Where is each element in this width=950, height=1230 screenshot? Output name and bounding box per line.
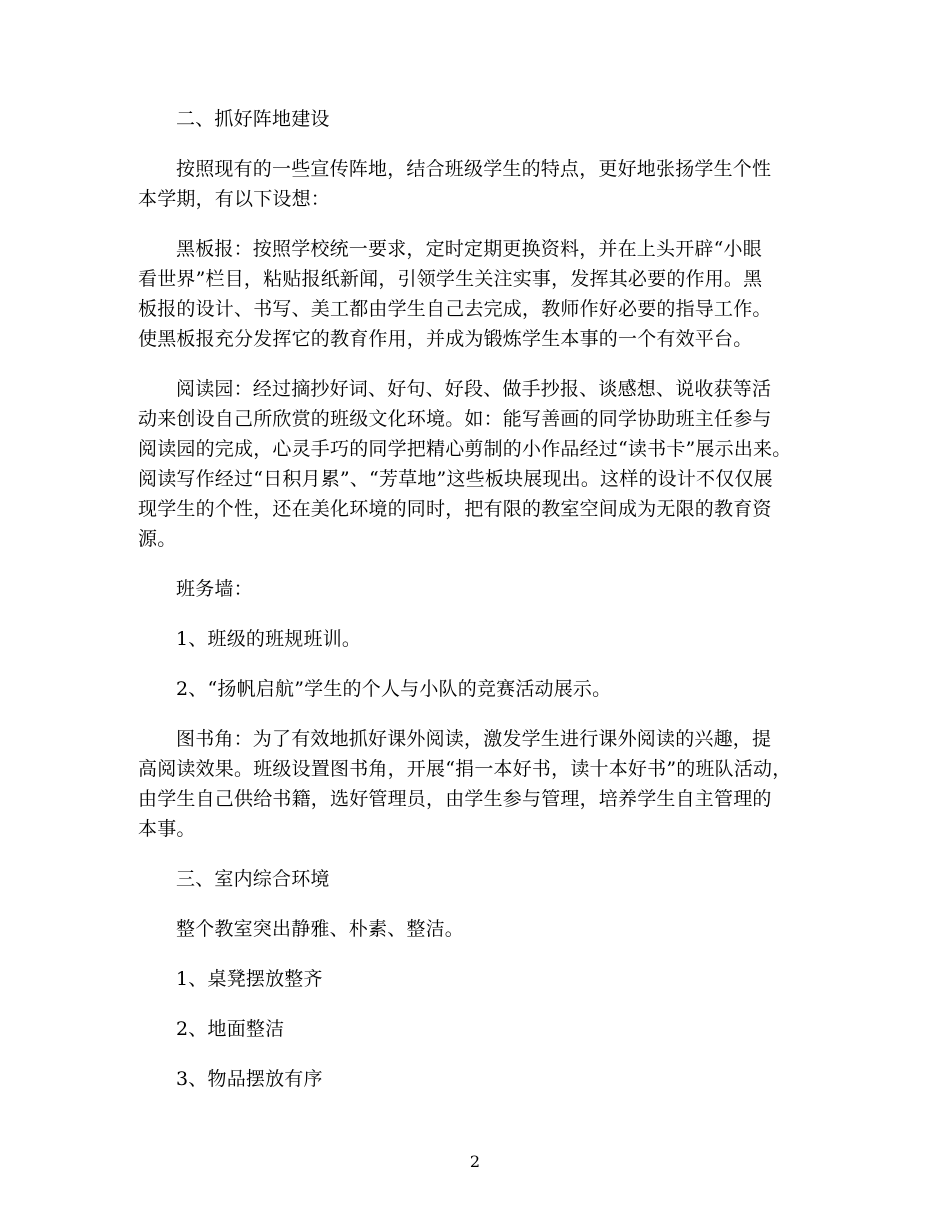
- paragraph: [138, 864, 818, 894]
- text-line: 板报的设计、书写、美工都由学生自己去完成，教师作好必要的指导工作。: [138, 298, 772, 320]
- text-line: 2、地面整洁: [176, 1018, 285, 1040]
- text-line: 由学生自己供给书籍，选好管理员，由学生参与管理，培养学生自主管理的: [138, 788, 772, 810]
- document-body: [138, 104, 818, 1114]
- text-line: 高阅读效果。班级设置图书角，开展“捐一本好书，读十本好书”的班队活动，: [138, 758, 792, 780]
- text-line: 动来创设自己所欣赏的班级文化环境。如：能写善画的同学协助班主任参与: [138, 408, 772, 430]
- text-line: 按照现有的一些宣传阵地，结合班级学生的特点，更好地张扬学生个性: [176, 158, 772, 180]
- paragraph: [138, 914, 818, 944]
- text-line: 本事。: [138, 818, 196, 840]
- paragraph: [138, 1064, 818, 1094]
- text-line: 阅读写作经过“日积月累”、“芳草地”这些板块展现出。这样的设计不仅仅展: [138, 468, 773, 490]
- text-line: 阅读园的完成，心灵手巧的同学把精心剪制的小作品经过“读书卡”展示出来。: [138, 438, 792, 460]
- text-line: 1、班级的班规班训。: [176, 628, 362, 650]
- text-line: 图书角：为了有效地抓好课外阅读，激发学生进行课外阅读的兴趣，提: [176, 728, 772, 750]
- text-line: 2、“扬帆启航”学生的个人与小队的竞赛活动展示。: [176, 678, 612, 700]
- text-line: 三、室内综合环境: [176, 868, 330, 890]
- text-line: 二、抓好阵地建设: [176, 108, 330, 130]
- paragraph: [138, 724, 818, 844]
- text-line: 本学期，有以下设想：: [138, 188, 331, 210]
- paragraph: [138, 1014, 818, 1044]
- text-line: 黑板报：按照学校统一要求，定时定期更换资料，并在上头开辟“小眼: [176, 238, 762, 260]
- paragraph: [138, 574, 818, 604]
- text-line: 看世界”栏目，粘贴报纸新闻，引领学生关注实事，发挥其必要的作用。黑: [138, 268, 763, 290]
- text-line: 现学生的个性，还在美化环境的同时，把有限的教室空间成为无限的教育资: [138, 498, 772, 520]
- text-line: 1、桌凳摆放整齐: [176, 968, 323, 990]
- text-line: 整个教室突出静雅、朴素、整洁。: [176, 918, 465, 940]
- text-line: 3、物品摆放有序: [176, 1068, 323, 1090]
- paragraph: [138, 234, 818, 354]
- page-number: 2: [469, 1152, 481, 1171]
- paragraph: [138, 964, 818, 994]
- paragraph: [138, 624, 818, 654]
- paragraph: [138, 674, 818, 704]
- paragraph: [138, 374, 818, 554]
- paragraph: [138, 154, 818, 214]
- paragraph: [138, 104, 818, 134]
- text-line: 阅读园：经过摘抄好词、好句、好段、做手抄报、谈感想、说收获等活: [176, 378, 772, 400]
- text-line: 源。: [138, 528, 177, 550]
- text-line: 班务墙：: [176, 578, 253, 600]
- text-line: 使黑板报充分发挥它的教育作用，并成为锻炼学生本事的一个有效平台。: [138, 328, 753, 350]
